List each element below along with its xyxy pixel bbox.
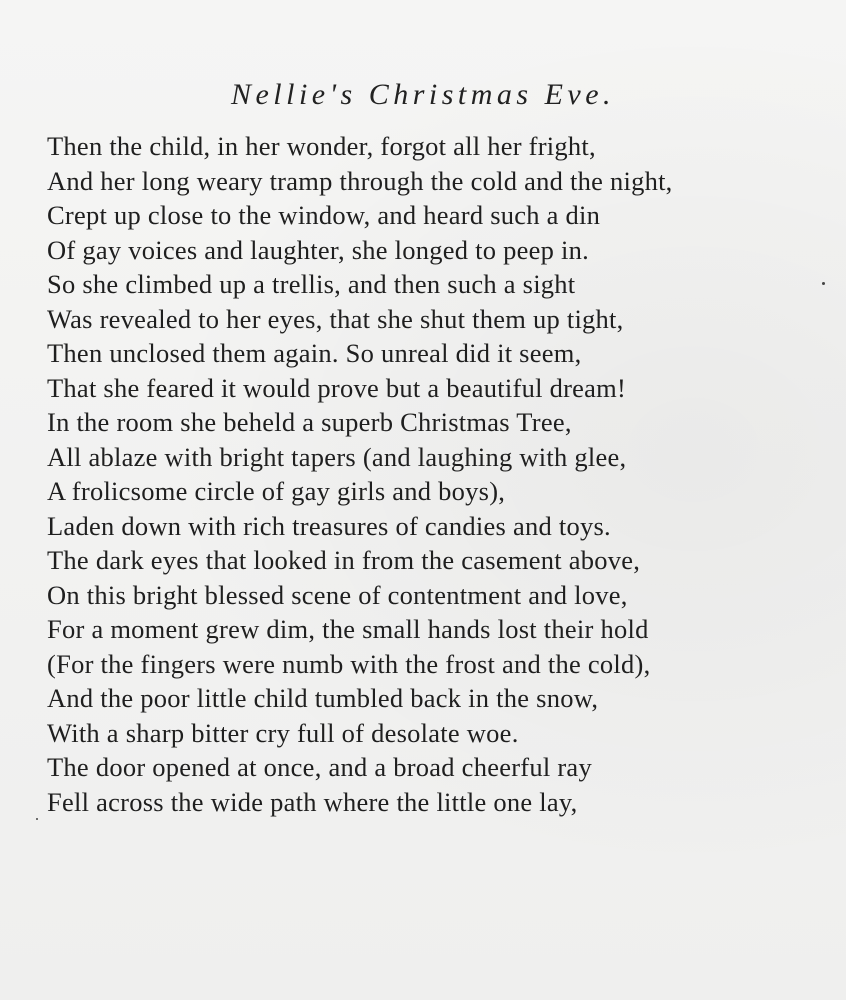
- poem-line: Fell across the wide path where the little one lay,: [47, 786, 578, 817]
- poem-line: The door opened at once, and a broad cheerful ray: [47, 752, 592, 782]
- poem-line: A frolicsome circle of gay girls and boys),: [47, 476, 506, 506]
- poem-line: Of gay voices and laughter, she longed to peep in.: [47, 234, 590, 265]
- poem-line: (For the fingers were numb with the frost and the cold),: [47, 648, 651, 679]
- poem-line: For a moment grew dim, the small hands lost their hold: [47, 614, 649, 644]
- poem-line: Was revealed to her eyes, that she shut them up tight,: [47, 303, 624, 334]
- poem-line: Then unclosed them again. So unreal did it seem,: [47, 338, 582, 368]
- poem-line: That she feared it would prove but a beautiful dream!: [47, 372, 627, 403]
- poem-line: Crept up close to the window, and heard such a din: [47, 200, 601, 230]
- poem-body: [47, 129, 837, 819]
- print-speck: [36, 818, 38, 820]
- poem-line: Laden down with rich treasures of candies and toys.: [47, 510, 611, 541]
- print-speck: [822, 282, 825, 285]
- poem-title: Nellie's Christmas Eve.: [230, 78, 616, 111]
- poem-line: Then the child, in her wonder, forgot all her fright,: [47, 131, 596, 161]
- poem-line: All ablaze with bright tapers (and laughing with glee,: [47, 441, 627, 472]
- poem-line: And the poor little child tumbled back in the snow,: [47, 683, 599, 713]
- poem-line: On this bright blessed scene of contentment and love,: [47, 579, 628, 610]
- poem-line: So she climbed up a trellis, and then such a sight: [47, 269, 576, 299]
- poem-line: With a sharp bitter cry full of desolate woe.: [47, 717, 519, 748]
- poem-line: And her long weary tramp through the cold and the night,: [47, 165, 673, 196]
- poem-line: The dark eyes that looked in from the casement above,: [47, 545, 641, 575]
- poem-line: In the room she beheld a superb Christmas Tree,: [47, 407, 572, 437]
